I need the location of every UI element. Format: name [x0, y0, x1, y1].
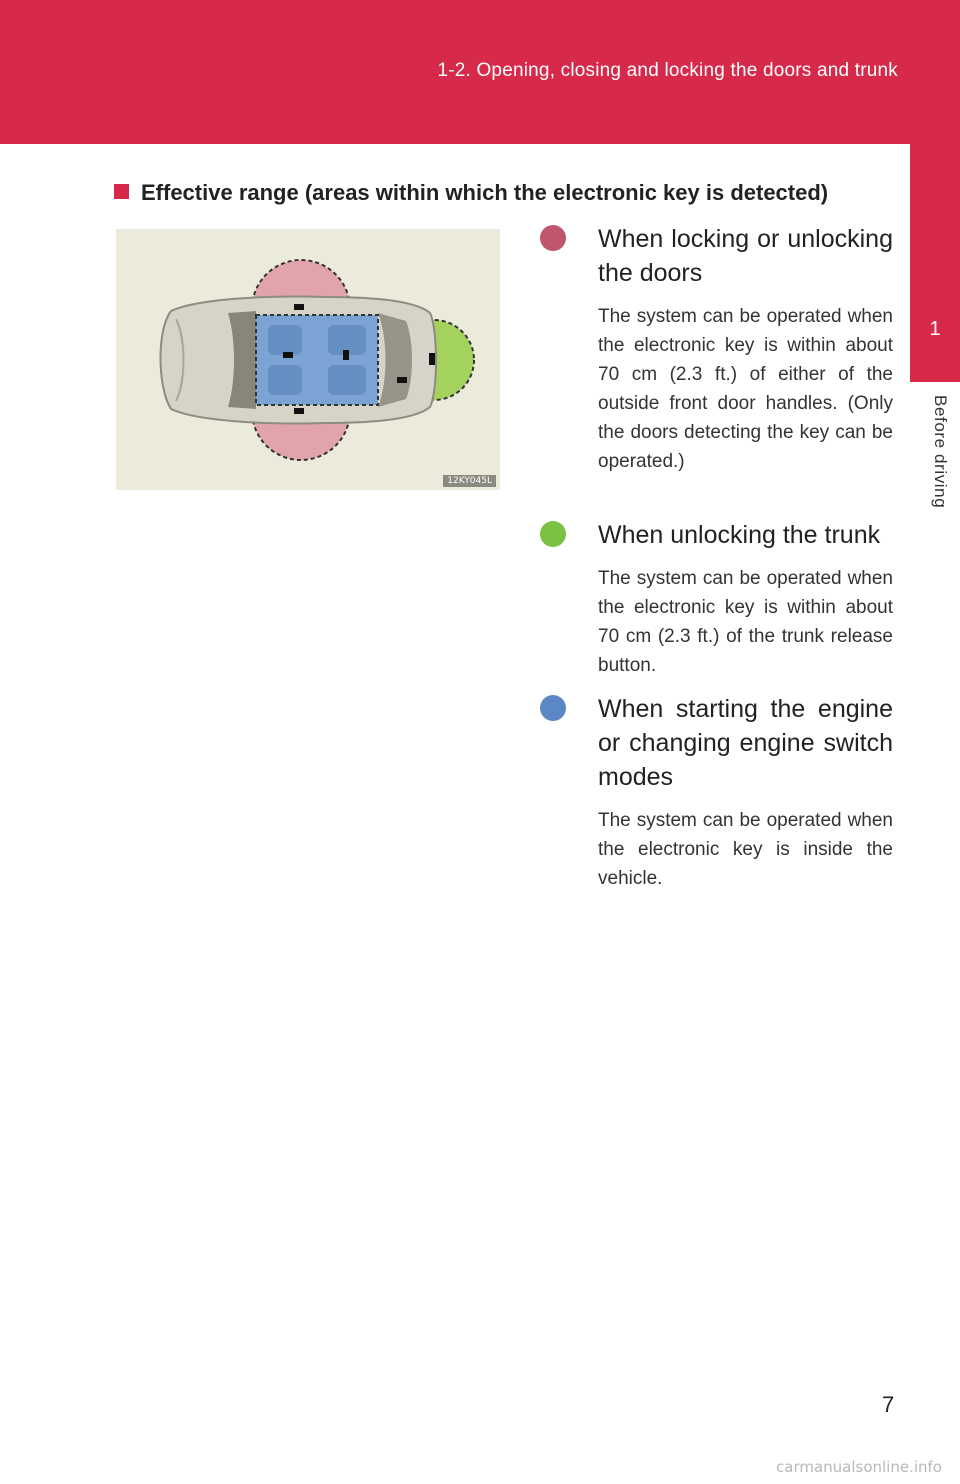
- chapter-number: 1: [929, 318, 941, 340]
- antenna-front-right: [294, 408, 304, 414]
- antenna-interior-3: [397, 377, 407, 383]
- legend-description: The system can be operated when the electronic key is inside the vehicle.: [598, 810, 893, 889]
- antenna-interior-1: [283, 352, 293, 358]
- figure-code: 12KY045L: [443, 475, 496, 487]
- antenna-interior-2: [343, 350, 349, 360]
- front-seat-right: [268, 365, 302, 395]
- legend-description: The system can be operated when the electronic key is within about 70 cm (2.3 ft.) of the trunk release button.: [598, 568, 893, 676]
- green-zone-icon: [540, 521, 566, 547]
- section-heading-text: Effective range (areas within which the electronic key is detected): [141, 180, 829, 205]
- legend-item-engine: [540, 692, 893, 893]
- antenna-front-left: [294, 304, 304, 310]
- heading-bullet-icon: [114, 184, 129, 199]
- chapter-label: Before driving: [931, 395, 950, 509]
- chapter-tab: [910, 144, 960, 382]
- watermark: carmanualsonline.info: [776, 1458, 942, 1476]
- legend-title: When starting the engine or changing engine switch modes: [598, 695, 893, 791]
- legend-title: When unlocking the trunk: [598, 521, 881, 549]
- effective-range-figure: [116, 229, 500, 490]
- header-title: 1-2. Opening, closing and locking the doors and trunk: [437, 60, 898, 81]
- legend-description: The system can be operated when the electronic key is within about 70 cm (2.3 ft.) of either of the outside front door handles. (Only the doors detecting the key can be operated.): [598, 306, 893, 472]
- legend-item-doors: [540, 222, 893, 476]
- front-seat-left: [268, 325, 302, 355]
- section-heading: [114, 180, 828, 206]
- legend-item-trunk: [540, 518, 893, 680]
- page-header: [0, 0, 960, 144]
- page-number: 7: [882, 1392, 895, 1417]
- antenna-trunk: [429, 353, 435, 365]
- car-top-view-diagram: [116, 229, 500, 490]
- blue-zone-icon: [540, 695, 566, 721]
- pink-zone-icon: [540, 225, 566, 251]
- legend-title: When locking or unlocking the doors: [598, 225, 893, 287]
- rear-seat-right: [328, 365, 366, 395]
